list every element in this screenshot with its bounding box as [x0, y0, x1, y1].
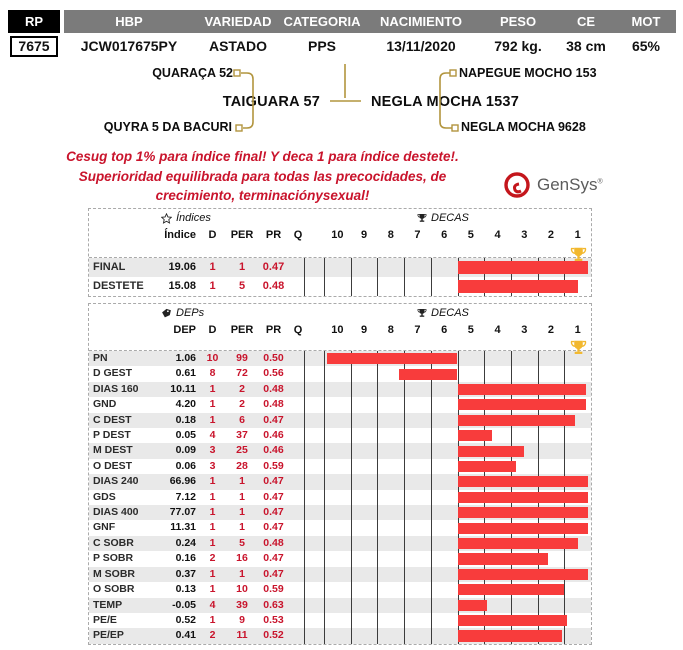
column-value-variedad: ASTADO [208, 38, 268, 54]
table-row [89, 505, 591, 520]
col-header-pr: PR [265, 324, 282, 336]
trait-name: PN [93, 352, 108, 364]
deca-grid [324, 397, 591, 412]
q-cell [304, 505, 324, 520]
table-body [89, 257, 591, 296]
accuracy-value: 0.48 [263, 398, 284, 411]
q-cell [304, 397, 324, 412]
deca-scale-8: 8 [387, 324, 394, 336]
trait-name: TEMP [93, 598, 123, 611]
trait-value: -0.05 [172, 598, 196, 611]
trophy-icon [570, 246, 587, 263]
deca-value: 1 [209, 583, 216, 596]
accuracy-value: 0.52 [263, 629, 284, 642]
column-header-mot: MOT [616, 10, 676, 33]
accuracy-value: 0.50 [263, 352, 284, 364]
percentile-bar [458, 523, 589, 534]
q-cell [304, 520, 324, 535]
percentile-bar [458, 507, 589, 518]
pedigree-dam-sire: NAPEGUE MOCHO 153 [459, 66, 597, 80]
col-header-d: D [208, 229, 217, 241]
accuracy-value: 0.47 [263, 552, 284, 565]
highlight-line-1: Cesug top 1% para índice final! Y deca 1 para índice destete!. [66, 149, 459, 164]
q-cell [304, 258, 324, 277]
percentile-value: 1 [238, 261, 246, 273]
accuracy-value: 0.53 [263, 613, 284, 626]
q-value [292, 582, 304, 597]
accuracy-value: 0.48 [262, 280, 285, 292]
deca-scale-1: 1 [574, 229, 581, 241]
table-row [89, 277, 591, 296]
deca-grid [324, 277, 591, 296]
table-row [89, 474, 591, 489]
table-row [89, 551, 591, 566]
deca-scale-5: 5 [467, 229, 474, 241]
col-header-value: Índice [164, 229, 196, 241]
section-label: Índices [161, 212, 211, 224]
trait-value: 7.12 [175, 490, 196, 503]
column-value-mot: 65% [631, 38, 661, 54]
deca-grid [324, 520, 591, 535]
table-row [89, 567, 591, 582]
deca-value: 1 [209, 567, 216, 580]
deca-grid [324, 490, 591, 505]
gensys-logo [502, 170, 603, 200]
q-value [292, 382, 304, 397]
deca-value: 1 [209, 521, 216, 534]
pedigree-sire: TAIGUARA 57 [222, 94, 320, 110]
q-value [292, 397, 304, 412]
percentile-bar [458, 461, 517, 472]
percentile-value: 5 [239, 536, 245, 549]
column-header-hbp: HBP [64, 10, 194, 33]
deca-value: 1 [209, 475, 216, 488]
accuracy-value: 0.48 [263, 382, 284, 395]
percentile-value: 6 [239, 413, 245, 426]
percentile-bar [458, 553, 549, 564]
trait-name: PE/E [93, 613, 117, 626]
q-cell [304, 366, 324, 381]
percentile-value: 1 [239, 475, 245, 488]
deca-value: 1 [209, 613, 216, 626]
trait-value: 0.05 [175, 429, 196, 442]
rp-value-box: 7675 [10, 36, 57, 57]
table-row [89, 582, 591, 597]
table-row [89, 520, 591, 535]
deca-scale-3: 3 [521, 229, 528, 241]
trait-name: DIAS 400 [93, 506, 139, 519]
column-headers [89, 322, 591, 338]
percentile-bar [458, 415, 575, 426]
table-row [89, 598, 591, 613]
col-header-q: Q [293, 229, 303, 241]
q-cell [304, 628, 324, 643]
trait-value: 0.13 [175, 583, 196, 596]
q-value [292, 351, 304, 366]
indices-table [88, 208, 592, 297]
q-cell [304, 551, 324, 566]
animal-header [8, 10, 676, 58]
percentile-bar [458, 280, 578, 294]
accuracy-value: 0.47 [263, 521, 284, 534]
trophy-icon [417, 213, 427, 223]
deca-value: 1 [209, 506, 216, 519]
deca-value: 1 [209, 280, 216, 292]
table-row [89, 628, 591, 643]
trait-name: DESTETE [93, 280, 144, 292]
deca-value: 2 [209, 552, 216, 565]
deca-grid [324, 536, 591, 551]
q-cell [304, 459, 324, 474]
table-row [89, 413, 591, 428]
column-header-nacimiento: NACIMIENTO [362, 10, 480, 33]
percentile-value: 2 [239, 398, 245, 411]
q-value [292, 536, 304, 551]
trait-value: 0.61 [175, 367, 196, 380]
registered-mark: ® [597, 178, 603, 186]
trait-name: FINAL [93, 261, 126, 273]
percentile-value: 11 [236, 629, 248, 642]
q-cell [304, 536, 324, 551]
trait-name: M SOBR [93, 567, 135, 580]
tag-icon [161, 308, 172, 319]
deca-grid [324, 351, 591, 366]
q-cell [304, 382, 324, 397]
q-cell [304, 567, 324, 582]
percentile-bar [458, 538, 578, 549]
q-value [292, 277, 304, 296]
table-header [89, 209, 591, 257]
q-cell [304, 351, 324, 366]
table-row [89, 397, 591, 412]
deca-value: 4 [209, 598, 216, 611]
percentile-value: 5 [238, 280, 246, 292]
trait-value: 0.52 [175, 613, 196, 626]
deca-grid [324, 366, 591, 381]
percentile-bar [458, 492, 589, 503]
deps-table [88, 303, 592, 645]
deca-grid [324, 613, 591, 628]
percentile-bar [458, 600, 487, 611]
highlight-line-2: Superioridad equilibrada para todas las precocidades, de [78, 168, 447, 184]
col-header-per: PER [230, 324, 254, 336]
percentile-bar [327, 353, 458, 364]
percentile-value: 1 [239, 506, 245, 519]
table-row [89, 536, 591, 551]
table-header [89, 304, 591, 350]
deca-scale-4: 4 [494, 229, 501, 241]
gensys-logo-text: GenSys® [537, 175, 603, 194]
q-value [292, 551, 304, 566]
deca-grid [324, 551, 591, 566]
percentile-bar [458, 630, 562, 641]
col-header-d: D [208, 324, 217, 336]
pedigree-dam: NEGLA MOCHA 1537 [371, 94, 519, 110]
deca-scale-6: 6 [441, 324, 448, 336]
q-value [292, 613, 304, 628]
deca-grid [324, 505, 591, 520]
column-value-nacimiento: 13/11/2020 [386, 38, 456, 54]
column-header-categoria: CATEGORIA [282, 10, 362, 33]
trait-value: 10.11 [170, 382, 196, 395]
trait-name: DIAS 160 [93, 382, 139, 395]
accuracy-value: 0.63 [263, 598, 284, 611]
percentile-bar [458, 476, 589, 487]
q-value [292, 459, 304, 474]
percentile-value: 37 [236, 429, 248, 442]
percentile-value: 9 [239, 613, 245, 626]
deca-value: 3 [209, 444, 216, 457]
trait-value: 15.08 [168, 280, 196, 292]
deca-scale-10: 10 [331, 324, 344, 336]
deca-value: 10 [206, 352, 219, 364]
top-deca-trophy-icon [570, 246, 587, 264]
col-header-q: Q [293, 324, 303, 336]
percentile-value: 28 [236, 459, 248, 472]
deca-grid [324, 598, 591, 613]
percentile-value: 39 [236, 598, 248, 611]
q-value [292, 474, 304, 489]
trait-value: 0.24 [175, 536, 196, 549]
table-row [89, 382, 591, 397]
percentile-value: 99 [236, 352, 248, 364]
q-cell [304, 613, 324, 628]
column-header-peso: PESO [480, 10, 556, 33]
table-row [89, 459, 591, 474]
percentile-bar [458, 384, 586, 395]
trait-name: GND [93, 398, 117, 411]
accuracy-value: 0.46 [263, 444, 284, 457]
trophy-icon [417, 308, 427, 318]
accuracy-value: 0.47 [263, 506, 284, 519]
table-body [89, 350, 591, 644]
percentile-value: 25 [236, 444, 248, 457]
percentile-bar [458, 399, 586, 410]
percentile-value: 2 [239, 382, 245, 395]
decas-label: DECAS [417, 212, 469, 224]
deca-value: 1 [209, 413, 216, 426]
deca-scale-3: 3 [521, 324, 528, 336]
deca-value: 1 [209, 382, 216, 395]
deca-value: 2 [209, 629, 216, 642]
q-cell [304, 582, 324, 597]
trait-name: D GEST [93, 367, 133, 380]
header-labels [8, 10, 676, 33]
q-cell [304, 443, 324, 458]
table-row [89, 351, 591, 366]
trait-name: P DEST [93, 429, 131, 442]
top-deca-trophy-icon [570, 339, 587, 357]
deca-scale-1: 1 [574, 324, 581, 336]
deca-scale-8: 8 [387, 229, 394, 241]
trait-value: 19.06 [168, 261, 196, 273]
trait-name: P SOBR [93, 552, 134, 565]
column-value-rp [8, 35, 60, 58]
deca-value: 4 [209, 429, 216, 442]
accuracy-value: 0.47 [263, 567, 284, 580]
col-header-pr: PR [265, 229, 282, 241]
deca-scale-6: 6 [441, 229, 448, 241]
accuracy-value: 0.59 [263, 583, 284, 596]
trait-value: 1.06 [175, 352, 196, 364]
column-value-categoria: PPS [307, 38, 336, 54]
table-row [89, 490, 591, 505]
trait-name: O SOBR [93, 583, 135, 596]
deca-scale-7: 7 [414, 229, 421, 241]
trait-value: 66.96 [169, 475, 196, 488]
percentile-bar [458, 615, 567, 626]
trait-value: 0.09 [175, 444, 196, 457]
accuracy-value: 0.48 [263, 536, 284, 549]
accuracy-value: 0.59 [263, 459, 284, 472]
column-header-rp: RP [8, 10, 60, 33]
percentile-bar [458, 446, 525, 457]
accuracy-value: 0.47 [263, 490, 284, 503]
deca-scale-2: 2 [547, 324, 555, 336]
deca-value: 1 [209, 536, 216, 549]
q-cell [304, 413, 324, 428]
accuracy-value: 0.47 [262, 261, 285, 273]
section-label: DEPs [161, 307, 204, 319]
q-cell [304, 490, 324, 505]
percentile-value: 1 [239, 567, 245, 580]
deca-grid [324, 567, 591, 582]
deca-grid [324, 428, 591, 443]
accuracy-value: 0.56 [263, 367, 284, 380]
table-row [89, 258, 591, 277]
deca-grid [324, 459, 591, 474]
column-header-variedad: VARIEDAD [194, 10, 282, 33]
deca-value: 3 [209, 459, 216, 472]
trait-name: M DEST [93, 444, 133, 457]
q-cell [304, 598, 324, 613]
deca-scale-5: 5 [467, 324, 474, 336]
q-value [292, 258, 304, 277]
q-value [292, 567, 304, 582]
deca-scale-9: 9 [360, 324, 368, 336]
percentile-value: 1 [239, 521, 245, 534]
col-header-value: DEP [173, 324, 196, 336]
deca-grid [324, 443, 591, 458]
highlight-text [10, 147, 515, 206]
trait-name: GNF [93, 521, 116, 534]
deca-scale-4: 4 [494, 324, 501, 336]
table-row [89, 613, 591, 628]
percentile-value: 72 [236, 367, 248, 380]
q-value [292, 598, 304, 613]
deca-scale-10: 10 [331, 229, 344, 241]
column-header-ce: CE [556, 10, 616, 33]
deca-grid [324, 258, 591, 277]
accuracy-value: 0.47 [263, 413, 284, 426]
q-cell [304, 474, 324, 489]
star-icon [161, 213, 172, 224]
q-value [292, 628, 304, 643]
percentile-value: 1 [239, 490, 245, 503]
trait-value: 0.06 [175, 459, 196, 472]
column-value-ce: 38 cm [566, 38, 606, 54]
gensys-logo-icon [502, 170, 532, 200]
deca-grid [324, 382, 591, 397]
pedigree-sire-sire: QUARAÇA 52 [152, 66, 233, 80]
decas-label: DECAS [417, 307, 469, 319]
table-row [89, 428, 591, 443]
deca-grid [324, 413, 591, 428]
q-value [292, 520, 304, 535]
percentile-value: 10 [236, 583, 248, 596]
deca-grid [324, 628, 591, 643]
percentile-bar [458, 430, 493, 441]
pedigree-sire-dam: QUYRA 5 DA BACURI [103, 120, 232, 134]
deca-grid [324, 474, 591, 489]
trait-value: 0.37 [175, 567, 196, 580]
trait-value: 11.31 [170, 521, 196, 534]
q-value [292, 443, 304, 458]
header-values [8, 33, 676, 58]
percentile-bar [458, 584, 565, 595]
percentile-bar [399, 369, 458, 380]
trait-value: 4.20 [175, 398, 196, 411]
q-cell [304, 277, 324, 296]
trophy-icon [570, 339, 587, 356]
highlight-line-3: crecimiento, terminaciónysexual! [155, 188, 370, 204]
deca-value: 1 [209, 398, 216, 411]
q-value [292, 428, 304, 443]
percentile-value: 16 [236, 552, 248, 565]
trait-value: 77.07 [169, 506, 196, 519]
deca-value: 1 [209, 261, 216, 273]
trait-name: GDS [93, 490, 116, 503]
accuracy-value: 0.46 [263, 429, 284, 442]
trait-value: 0.18 [175, 413, 196, 426]
trait-name: PE/EP [93, 629, 124, 642]
q-value [292, 366, 304, 381]
deca-scale-7: 7 [414, 324, 421, 336]
q-value [292, 490, 304, 505]
trait-name: C SOBR [93, 536, 134, 549]
q-value [292, 505, 304, 520]
trait-name: O DEST [93, 459, 133, 472]
pedigree-dam-dam: NEGLA MOCHA 9628 [461, 120, 586, 134]
column-value-peso: 792 kg. [494, 38, 542, 54]
column-value-hbp: JCW017675PY [80, 38, 178, 54]
col-header-per: PER [230, 229, 254, 241]
deca-value: 8 [209, 367, 216, 380]
percentile-bar [458, 569, 589, 580]
percentile-bar [458, 261, 589, 275]
deca-value: 1 [209, 490, 216, 503]
table-row [89, 366, 591, 381]
trait-value: 0.41 [175, 629, 196, 642]
deca-scale-9: 9 [360, 229, 368, 241]
trait-value: 0.16 [175, 552, 196, 565]
q-cell [304, 428, 324, 443]
deca-grid [324, 582, 591, 597]
q-value [292, 413, 304, 428]
trait-name: DIAS 240 [93, 475, 139, 488]
deca-scale-2: 2 [547, 229, 555, 241]
trait-name: C DEST [93, 413, 132, 426]
table-row [89, 443, 591, 458]
column-headers [89, 227, 591, 243]
accuracy-value: 0.47 [263, 475, 284, 488]
